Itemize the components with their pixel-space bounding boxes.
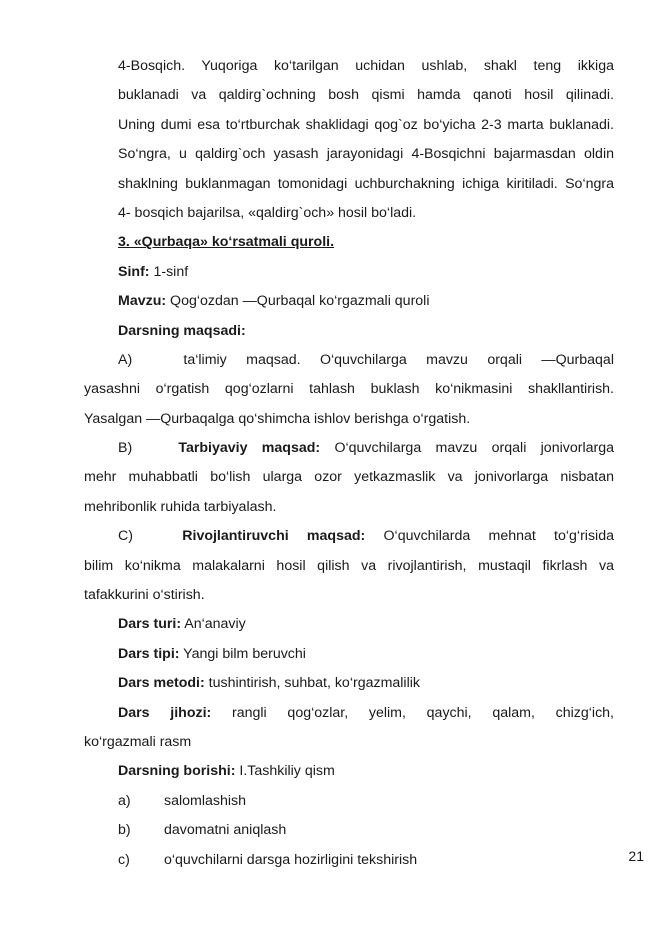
- dars-jihozi-label: Dars jihozi:: [118, 704, 212, 721]
- goal-b-marker: B): [118, 440, 133, 457]
- section-title-row: [118, 228, 614, 257]
- goal-c-first-rest: O‘quvchilarda mehnat to‘g‘risida: [383, 528, 614, 545]
- goal-a-line: Yasalgan —Qurbaqalga qo‘shimcha ishlov berishga o‘rgatish.: [84, 410, 471, 427]
- goal-b-label: Tarbiyaviy maqsad:: [178, 440, 321, 457]
- maqsad-heading: Darsning maqsadi:: [118, 322, 246, 339]
- document-page: [84, 52, 614, 875]
- mavzu-label: Mavzu:: [118, 293, 167, 310]
- sinf-value: 1-sinf: [149, 263, 189, 280]
- goal-a-label: ta‘limiy maqsad.: [183, 351, 301, 368]
- dars-turi-label: Dars turi:: [118, 616, 182, 633]
- goal-a-line: yasashni o‘rgatish qog‘ozlarni tahlash buklash ko‘nikmasini shakllantirish.: [84, 381, 614, 398]
- mavzu-row: [118, 287, 614, 316]
- goal-a-first-rest: O‘quvchilarga mavzu orqali —Qurbaqal: [319, 351, 614, 368]
- dars-jihozi-cont: ko‘rgazmali rasm: [84, 733, 192, 750]
- step-marker: c): [118, 851, 130, 868]
- dars-jihozi-row: [118, 699, 614, 728]
- goal-b-first-rest: O‘quvchilarga mavzu orqali jonivorlarga: [334, 440, 614, 457]
- goal-b-row: [118, 434, 614, 463]
- maqsad-heading-row: [118, 317, 614, 346]
- step-text: salomlashish: [164, 792, 247, 809]
- step-marker: b): [118, 822, 131, 839]
- dars-tipi-row: [118, 640, 614, 669]
- dars-jihozi-value: rangli qog‘ozlar, yelim, qaychi, qalam, chizg‘ich,: [232, 704, 614, 721]
- paragraph-line: 4- bosqich bajarilsa, «qaldirg`och» hosil bo‘ladi.: [118, 204, 417, 221]
- dars-metodi-label: Dars metodi:: [118, 675, 205, 692]
- step-item: [118, 816, 614, 845]
- sinf-row: [118, 258, 614, 287]
- paragraph-line: So‘ngra, u qaldirg`och yasash jarayonidagi 4-Bosqichni bajarmasdan oldin: [118, 146, 614, 163]
- dars-tipi-label: Dars tipi:: [118, 645, 180, 662]
- goal-b-line: mehribonlik ruhida tarbiyalash.: [84, 498, 277, 515]
- borishi-label: Darsning borishi:: [118, 763, 236, 780]
- goal-a-marker: A): [118, 351, 133, 368]
- paragraph-line: 4-Bosqich. Yuqoriga ko‘tarilgan uchidan ushlab, shakl teng ikkiga: [118, 58, 614, 74]
- dars-tipi-value: Yangi bilm beruvchi: [179, 645, 306, 662]
- goal-c-line: bilim ko‘nikma malakalarni hosil qilish va rivojlantirish, mustaqil fikrlash va: [84, 557, 614, 574]
- section-title: 3. «Qurbaqa» ko‘rsatmali quroli.: [118, 234, 335, 251]
- goal-b-line: mehr muhabbatli bo‘lish ularga ozor yetkazmaslik va jonivorlarga nisbatan: [84, 469, 614, 486]
- goal-c-marker: C): [118, 528, 133, 545]
- goal-c-line: tafakkurini o‘stirish.: [84, 587, 205, 604]
- page-number: 21: [628, 848, 644, 864]
- paragraph-line: Uning dumi esa to‘rtburchak shaklidagi qog`oz bo‘yicha 2-3 marta buklanadi.: [118, 116, 614, 133]
- goal-c-row: [118, 522, 614, 551]
- goal-a-row: [118, 346, 614, 375]
- paragraph-line: shaklning buklanmagan tomonidagi uchburchakning ichiga kiritiladi. So‘ngra: [118, 175, 614, 192]
- step-marker: a): [118, 792, 131, 809]
- dars-metodi-value: tushintirish, suhbat, ko‘rgazmalilik: [204, 675, 420, 692]
- goal-c-label: Rivojlantiruvchi maqsad:: [182, 528, 366, 545]
- paragraph-line: buklanadi va qaldirg`ochning bosh qismi hamda qanoti hosil qilinadi.: [118, 87, 614, 104]
- step-item: [118, 846, 614, 875]
- sinf-label: Sinf:: [118, 263, 150, 280]
- dars-turi-row: [118, 610, 614, 639]
- borishi-row: [118, 757, 614, 786]
- step-text: davomatni aniqlash: [164, 822, 287, 839]
- step-text: o‘quvchilarni darsga hozirligini tekshirish: [164, 851, 418, 868]
- mavzu-value: Qog‘ozdan —Qurbaqal ko‘rgazmali quroli: [166, 293, 430, 310]
- dars-turi-value: An‘anaviy: [181, 616, 246, 633]
- dars-metodi-row: [118, 669, 614, 698]
- step-item: [118, 787, 614, 816]
- borishi-value: I.Tashkiliy qism: [235, 763, 335, 780]
